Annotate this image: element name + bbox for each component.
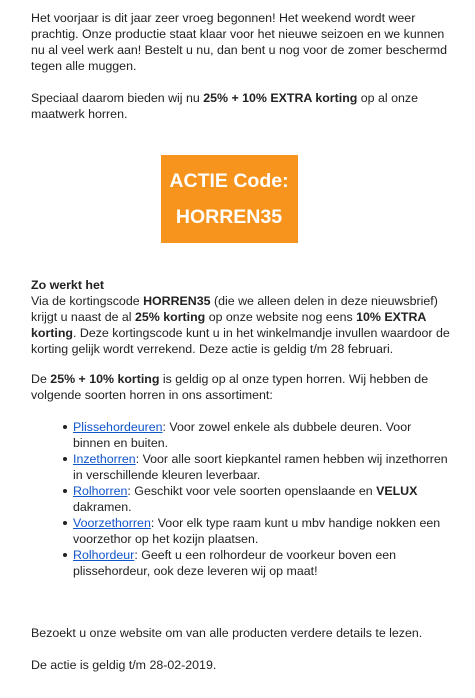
bullet-icon (63, 521, 67, 525)
how-text-1: Via de kortingscode (31, 294, 144, 308)
offer-paragraph (31, 90, 451, 122)
product-desc: : Voor elk type raam kunt u mbv handige nokken een voorzethor op het kozijn plaatsen. (73, 516, 441, 546)
offer-discount: 25% + 10% EXTRA korting (203, 91, 358, 105)
list-item (73, 451, 451, 483)
promo-banner-container (31, 155, 451, 243)
bullet-icon (63, 489, 67, 493)
how-it-works-title: Zo werkt het (31, 278, 104, 292)
product-link-rolhordeur[interactable]: Rolhordeur (73, 548, 135, 562)
offer-text-pre: Speciaal daarom bieden wij nu (31, 91, 204, 105)
deadline-paragraph: De actie is geldig t/m 28-02-2019. (31, 658, 217, 672)
list-item (73, 419, 451, 451)
promo-code: HORREN35 (175, 206, 283, 228)
product-link-rolhorren[interactable]: Rolhorren (73, 484, 128, 498)
valid-discount: 25% + 10% korting (50, 372, 160, 386)
promo-code-banner (161, 155, 298, 243)
product-desc: : Voor alle soort kiepkantel ramen hebben wij inzethorren in verschillende kleuren leverbaar. (73, 452, 448, 482)
list-item (73, 515, 451, 547)
intro-paragraph: Het voorjaar is dit jaar zeer vroeg begonnen! Het weekend wordt weer prachtig. Onze productie staat klaar voor het nieuwe seizoen en we kunnen nu al veel werk aan! Bestelt u nu, dan bent u nog voor de zomer beschermd tegen alle muggen. (31, 11, 448, 73)
product-desc: : Geschikt voor vele soorten openslaande en (127, 484, 377, 498)
bullet-icon (63, 457, 67, 461)
product-link-inzethorren[interactable]: Inzethorren (73, 452, 136, 466)
product-link-plissehordeuren[interactable]: Plissehordeuren (73, 420, 163, 434)
how-it-works-paragraph (31, 293, 451, 357)
list-item (73, 547, 451, 579)
list-item (73, 483, 451, 515)
product-desc-2: dakramen. (73, 500, 132, 514)
product-desc-bold: VELUX (376, 484, 418, 498)
validity-paragraph (31, 371, 451, 403)
valid-text-1: De (31, 372, 51, 386)
visit-paragraph: Bezoekt u onze website om van alle producten verdere details te lezen. (31, 626, 423, 640)
promo-banner-title: ACTIE Code: (169, 170, 289, 192)
product-desc: : Voor zowel enkele als dubbele deuren. Voor binnen en buiten. (73, 420, 412, 450)
how-code: HORREN35 (143, 294, 211, 308)
bullet-icon (63, 425, 67, 429)
bullet-icon (63, 553, 67, 557)
how-discount-1: 25% korting (135, 310, 206, 324)
how-discount-2: 10% EXTRA korting (31, 310, 426, 340)
how-it-works-section (31, 277, 451, 357)
product-list (31, 419, 451, 579)
valid-text-2: is geldig op al onze typen horren. Wij hebben de volgende soorten horren in ons assortiment: (31, 372, 429, 402)
how-text-4: . Deze kortingscode kunt u in het winkelmandje invullen waardoor de korting gelijk wordt verrekend. Deze actie is geldig t/m 28 februari. (31, 326, 450, 356)
offer-text-post: op al onze maatwerk horren. (31, 91, 418, 121)
product-desc: : Geeft u een rolhordeur de voorkeur boven een plissehordeur, ook deze leveren wij op maat! (73, 548, 397, 578)
how-text-3: op onze website nog eens (205, 310, 357, 324)
product-link-voorzethorren[interactable]: Voorzethorren (73, 516, 151, 530)
how-text-2: (die we alleen delen in deze nieuwsbrief) krijgt u naast de al (31, 294, 438, 324)
